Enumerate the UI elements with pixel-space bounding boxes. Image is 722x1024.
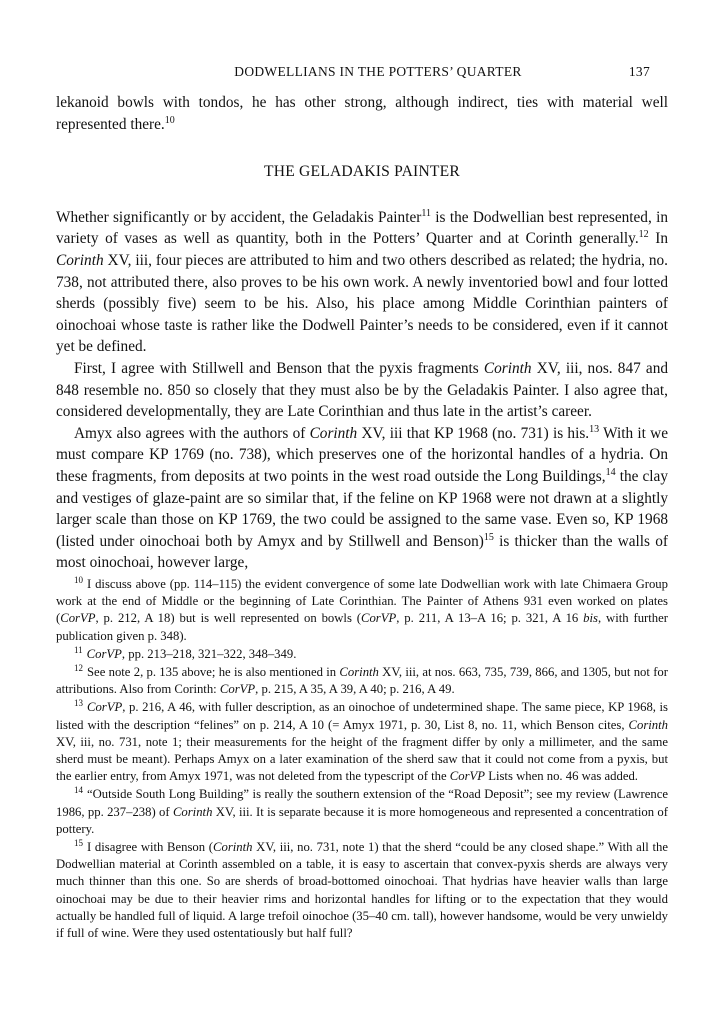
note-ref[interactable]: 15 [483,531,494,543]
paragraph-1: Whether significantly or by accident, the Geladakis Painter$^{11}$ is the Dodwellian best represented, in variety of vases as well as quantity, both in the Potters’ Quarter and at Corinth generally.$^{12}$ In Corinth XV, iii, four pieces are attributed to him and two others described as related; the hydria, no. 738, not attributed there, also proves to be his own work. A newly inventoried bowl and four lotted sherds (possibly five) seem to be his. Also, his place among Middle Corinthian painters of oinochoai whose taste is rather like the Dodwell Painter’s needs to be considered, even if it cannot yet be defined. [56,207,668,356]
footnote-15: $^{15}$ I disagree with Benson (Corinth XV, iii, no. 731, note 1) that the sherd “could be any closed shape.” With all the Dodwellian material at Corinth assembled on a table, it is easy to ascertain that convex-pyxis sherds are always very much thinner than this one. So are sherds of broad-bottomed oinochoai. That hydrias have heavier walls than large oinochoai may be due to their heavier rims and horizontal handles for lifting or to the expectation that they would actually be handled full of liquid. A large trefoil oinochoe (35–40 cm. tall), however handsome, would be very unwieldy if full of wine. Were they used ostentatiously but half full? [56,838,668,941]
note-ref[interactable]: 13 [589,423,600,435]
intro-paragraph: lekanoid bowls with tondos, he has other strong, although indirect, ties with material well represented there.$^{10}$ [56,94,668,133]
footnote-11: $^{11}$ CorVP, pp. 213–218, 321–322, 348–349. [74,644,297,661]
paragraph-3: Amyx also agrees with the authors of Corinth XV, iii that KP 1968 (no. 731) is his.$^{13}$ With it we must compare KP 1769 (no. 738), which preserves one of the horizontal handles of a hydria. On these fragments, from deposits at two points in the west road outside the Long Buildings,$^{14}$ the clay and vestiges of glaze-paint are so similar that, if the feline on KP 1968 were not drawn at a slightly larger scale than those on KP 1769, the two could be assigned to the same vase. Even so, KP 1968 (listed under oinochoai both by Amyx and by Stillwell and Benson)$^{15}$ is thicker than the walls of most oinochoai, however large, [56,423,668,572]
note-ref[interactable]: 10 [164,114,175,126]
note-ref[interactable]: 11 [421,207,431,219]
section-heading: THE GELADAKIS PAINTER [264,163,460,181]
running-head-title: DODWELLIANS IN THE POTTERS’ QUARTER [234,64,522,79]
main-text [56,92,668,574]
footnote-12: $^{12}$ See note 2, p. 135 above; he is also mentioned in Corinth XV, iii, at nos. 663, 735, 739, 866, and 1305, but not for attributions. Also from Corinth: CorVP, p. 215, A 35, A 39, A 40; p. 216, A 49. [56,663,668,697]
note-ref[interactable]: 12 [638,229,649,241]
page-number: 137 [628,64,650,79]
footnote-13: $^{13}$ CorVP, p. 216, A 46, with fuller description, as an oinochoe of undetermined shape. The same piece, KP 1968, is listed with the description “felines” on p. 214, A 10 (= Amyx 1971, p. 30, List 8, no. 11, which Benson cites, Corinth XV, iii, no. 731, note 1; their measurements for the height of the fragment differ by only a millimeter, and the same sherd must be meant). Perhaps Amyx on a later examination of the sherd saw that it could not come from a pyxis, but the earlier entry, from Amyx 1971, was not deleted from the typescript of the CorVP Lists when no. 46 was added. [56,698,668,784]
note-ref[interactable]: 14 [605,466,616,478]
paragraph-2: First, I agree with Stillwell and Benson that the pyxis fragments Corinth XV, iii, nos. 847 and 848 resemble no. 850 so closely that they must also be by the Geladakis Painter. I also agree that, considered developmentally, they are Late Corinthian and thus late in the artist’s career. [56,359,669,421]
footnote-10: $^{10}$ I discuss above (pp. 114–115) the evident convergence of some late Dodwellian work with late Chimaera Group work at the end of Middle or the beginning of Late Corinthian. The Painter of Athens 931 even worked on plates (CorVP, p. 212, A 18) but is well represented on bowls (CorVP, p. 211, A 13–A 16; p. 321, A 16 bis, with further publication given p. 348). [56,575,668,643]
footnotes [56,575,668,942]
footnote-14: $^{14}$ “Outside South Long Building” is really the southern extension of the “Road Deposit”; see my review (Lawrence 1986, pp. 237–238) of Corinth XV, iii. It is separate because it is more homogeneous and represented a concentration of pottery. [56,785,668,836]
